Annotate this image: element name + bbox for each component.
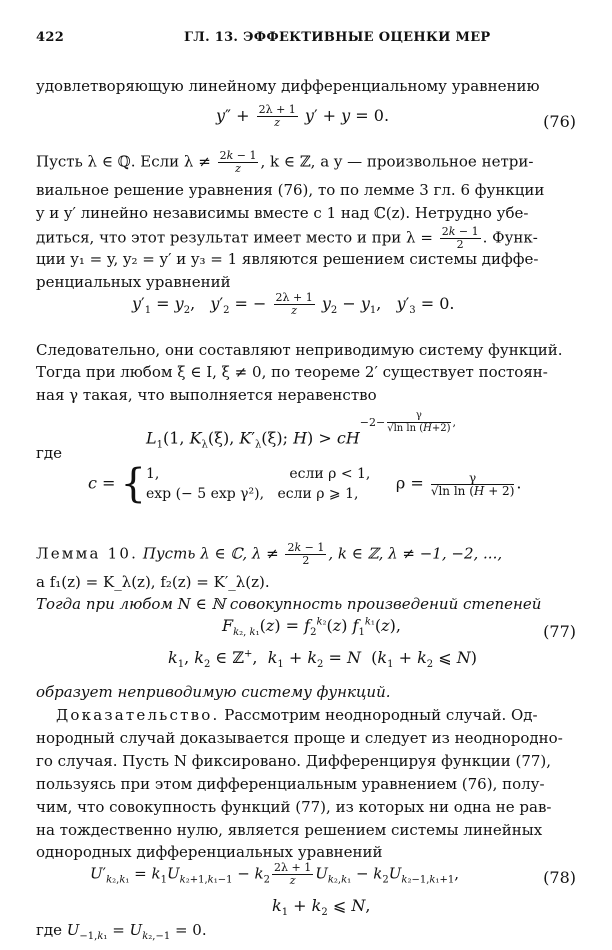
text-line: ренциальных уравнений: [36, 273, 231, 291]
page-header: [36, 30, 576, 50]
text-line-where: где: [36, 444, 62, 462]
equation-76-formula: y″ + $\frac{2\lambda + 1}{z}$ y′ + y = 0.: [216, 103, 390, 129]
equation-77-formula: $F_{k_2, k_1}(z) = f_2^{k_2}(z)$ $f_1^{k_1}(z)$,: [222, 616, 401, 639]
equation-77-number: (77): [543, 622, 576, 641]
proof-title: Доказательство.: [56, 706, 220, 724]
equation-78-condition-formula: $k_1 + k_2$ ⩽ N,: [272, 896, 371, 919]
running-head: ГЛ. 13. ЭФФЕКТИВНЫЕ ОЦЕНКИ МЕР: [184, 30, 491, 45]
equation-78-number: (78): [543, 868, 576, 887]
text-line: а f₁(z) = K_λ(z), f₂(z) = K′_λ(z).: [36, 573, 270, 591]
lemma-title: Лемма 10.: [36, 544, 139, 563]
equation-system: [36, 292, 576, 328]
text-line: образует неприводимую систему функций.: [36, 683, 391, 701]
equation-system-formula: $y'_1 = y_2$, $y'_2$ = − $\frac{2\lambda + 1}{z}$ $y_2 - y_1$, $y'_3 = 0$.: [132, 291, 455, 317]
equation-77-conditions: [36, 648, 576, 684]
text-line: ции y₁ = y, y₂ = y′ и y₃ = 1 являются решением системы диффе-: [36, 250, 539, 268]
proof-line: Доказательство. Рассмотрим неоднородный случай. Од-: [56, 706, 538, 724]
text-line: Тогда при любом N ∈ ℕ совокупность произведений степеней: [36, 595, 542, 613]
text-line: виальное решение уравнения (76), то по лемме 3 гл. 6 функции: [36, 181, 545, 199]
text-line: пользуясь при этом дифференциальным уравнением (76), полу-: [36, 775, 545, 793]
text-line: ная γ такая, что выполняется неравенство: [36, 386, 377, 404]
text-line: го случая. Пусть N фиксировано. Дифференцируя функции (77),: [36, 752, 552, 770]
text-line: Тогда при любом ξ ∈ I, ξ ≠ 0, по теореме 2′ существует постоян-: [36, 363, 548, 381]
equation-cases: [36, 462, 576, 512]
page-number: 422: [36, 30, 65, 45]
equation-77-conditions-formula: $k_1$, $k_2$ ∈ ℤ+, $k_1 + k_2 = N$ ($k_1 + k_2$ ⩽ N): [168, 648, 477, 671]
equation-78-formula: $U'_{k_2,k_1} = k_1U_{k_2+1,k_1-1} - k_2$ $\frac{2\lambda + 1}{z}$ $U_{k_2,k_1} - k_2U_{k_2-1,k_1+1}$,: [90, 861, 460, 887]
text-line: однородных дифференциальных уравнений: [36, 843, 383, 861]
equation-inequality-formula: $L_1(1$, $K_\lambda(\xi)$, $K'_\lambda(\xi)$; $H) > cH^{-2- \frac{\gamma}{\text{√ln ln (H+2)}} ,}$: [146, 410, 457, 451]
text-line-intro: удовлетворяющую линейному дифференциальному уравнению: [36, 77, 540, 95]
text-line: чим, что совокупность функций (77), из которых ни одна не рав-: [36, 798, 552, 816]
final-line: где $U_{-1,k_1} = U_{k_2,-1} = 0$.: [36, 921, 207, 942]
equation-cases-formula: c = { 1, если ρ < 1, exp (− 5 exp γ²), если ρ ⩾ 1, ρ = $\frac{\gamma}{\text{√ln ln (H + 2)}}$ .: [88, 461, 522, 507]
text-line: y и y′ линейно независимы вместе с 1 над ℂ(z). Нетрудно убе-: [36, 204, 529, 222]
equation-76-number: (76): [543, 112, 576, 131]
text-line: нородный случай доказывается проще и следует из неоднородно-: [36, 729, 563, 747]
equation-77: [36, 612, 576, 648]
equation-76: [36, 104, 576, 140]
text-line: диться, что этот результат имеет место и при λ = $\frac{2k - 1}{2}$ . Функ-: [36, 225, 538, 251]
text-line: Пусть λ ∈ ℚ. Если λ ≠ $\frac{2k - 1}{z}$ , k ∈ ℤ, а y — произвольное нетри-: [36, 149, 534, 175]
equation-78: [36, 858, 576, 894]
text-line: Следовательно, они составляют неприводимую систему функций.: [36, 341, 563, 359]
text-line: на тождественно нулю, является решением системы линейных: [36, 821, 543, 839]
lemma-10-line: Лемма 10. Пусть λ ∈ ℂ, λ ≠ $\frac{2k - 1}{2}$ , k ∈ ℤ, λ ≠ −1, −2, ...,: [36, 541, 503, 567]
equation-inequality: [36, 410, 576, 451]
